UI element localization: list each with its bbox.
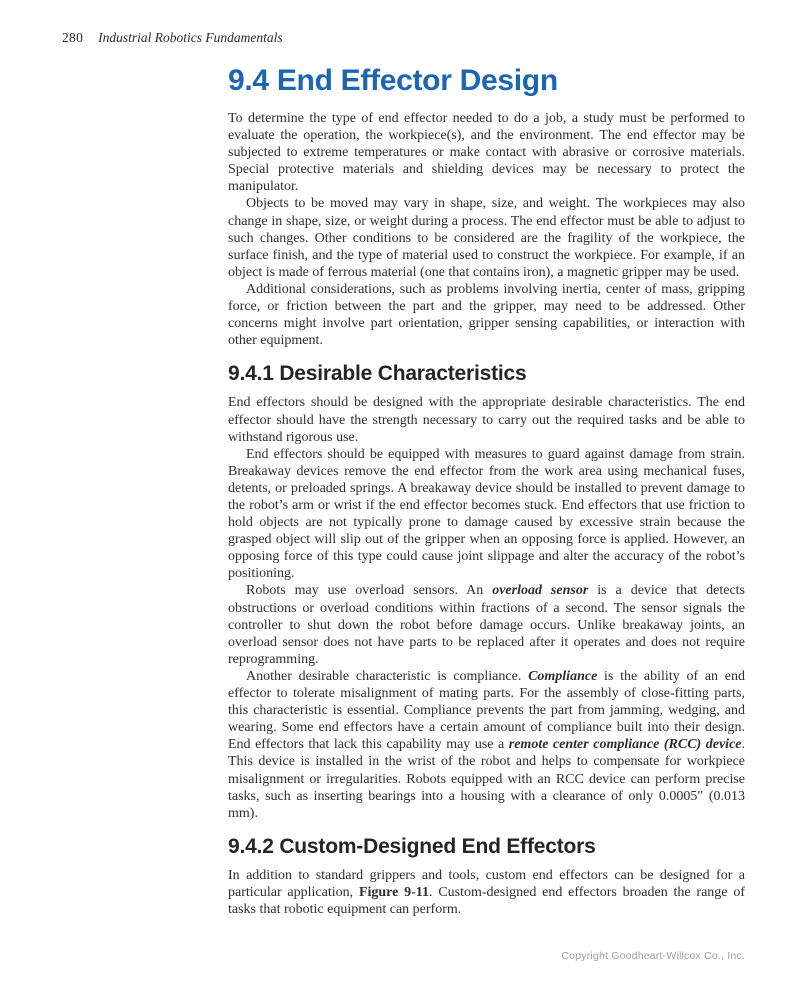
body-text: Objects to be moved may vary in shape, size, and weight. The workpieces may also change in shape, size, or weight during a process. The end effector must be able to adjust to such changes. Other conditions to be considered are the fragility of the workpiece, the surface finish, and the type of material used to construct the workpiece. For example, if an object is made of ferrous material (one that contains iron), a magnetic gripper may be used. — [228, 196, 745, 280]
paragraph — [228, 668, 745, 822]
emphasized-term: remote center compliance (RCC) device — [508, 737, 742, 753]
emphasized-term: Figure 9-11 — [358, 885, 430, 901]
chapter-section-title: 9.4 End Effector Design — [228, 64, 558, 97]
body-text: Additional considerations, such as problems involving inertia, center of mass, gripping force, or friction between the part and the gripper, may need to be addressed. Other concerns might involve part orientation, gripper sensing capabilities, or interaction with other equipment. — [228, 281, 745, 349]
running-header — [62, 30, 283, 46]
body-text: is the ability of an end effector to tolerate misalignment of mating parts. For the assembly of close-fitting parts, this characteristic is essential. Compliance prevents the part from jamming, wedging, and wearing. Some end effectors have a certain amount of compliance built into their design. End effectors that lack this capability may use a — [228, 668, 745, 753]
section-heading-9-4-1: 9.4.1 Desirable Characteristics — [228, 362, 527, 386]
paragraph — [228, 110, 745, 195]
paragraph — [228, 446, 745, 583]
body-text: To determine the type of end effector needed to do a job, a study must be performed to evaluate the operation, the workpiece(s), and the environment. The end effector may be subjected to extreme temperatures or make contact with abrasive or corrosive materials. Special protective materials and shielding devices may be necessary to protect the manipulator. — [228, 111, 745, 195]
emphasized-term: Compliance — [528, 668, 598, 684]
copyright-notice: Copyright Goodheart-Willcox Co., Inc. — [561, 950, 745, 962]
paragraph — [228, 867, 745, 918]
body-text: In addition to standard grippers and tools, custom end effectors can be designed for a particular application, — [228, 867, 745, 901]
body-text: Robots may use overload sensors. An — [246, 583, 493, 599]
body-text: . Custom-designed end effectors broaden the range of tasks that robotic equipment can perform. — [228, 885, 745, 918]
page-number: 280 — [62, 30, 84, 45]
body-text: is a device that detects obstructions or overload conditions within fractions of a second. The sensor signals the controller to shut down the robot before damage occurs. Unlike breakaway joints, an overload sensor does not have parts to be replaced after it operates and does not require reprogramming. — [228, 583, 745, 667]
text-column — [228, 64, 745, 918]
body-text: Another desirable characteristic is compliance. — [246, 668, 529, 684]
section-heading-9-4-2: 9.4.2 Custom-Designed End Effectors — [228, 834, 596, 858]
body-text: . This device is installed in the wrist of the robot and helps to compensate for workpiece misalignment or irregularities. Robots equipped with an RCC device can perform precise tasks, such as inserting bearings into a housing with a clearance of only 0.0005″ (0.013 mm). — [228, 737, 745, 821]
body-text: End effectors should be designed with the appropriate desirable characteristics. The end effector should have the strength necessary to carry out the required tasks and be able to withstand rigorous use. — [228, 395, 745, 445]
paragraph — [228, 195, 745, 280]
paragraph — [228, 582, 745, 667]
paragraph — [228, 281, 745, 349]
body-text: End effectors should be equipped with measures to guard against damage from strain. Breakaway devices remove the end effector from the work area using mechanical fuses, detents, or preloaded springs. A breakaway device should be installed to prevent damage to the robot’s arm or wrist if the end effector becomes stuck. End effectors that use friction to hold objects are not typically prone to damage caused by excessive strain because the grasped object will slip out of the gripper when an opposing force is applied. However, an opposing force of this type could cause joint slippage and alter the accuracy of the robot’s positioning. — [228, 446, 745, 582]
book-title: Industrial Robotics Fundamentals — [98, 30, 283, 45]
emphasized-term: overload sensor — [492, 583, 589, 599]
paragraph — [228, 394, 745, 445]
